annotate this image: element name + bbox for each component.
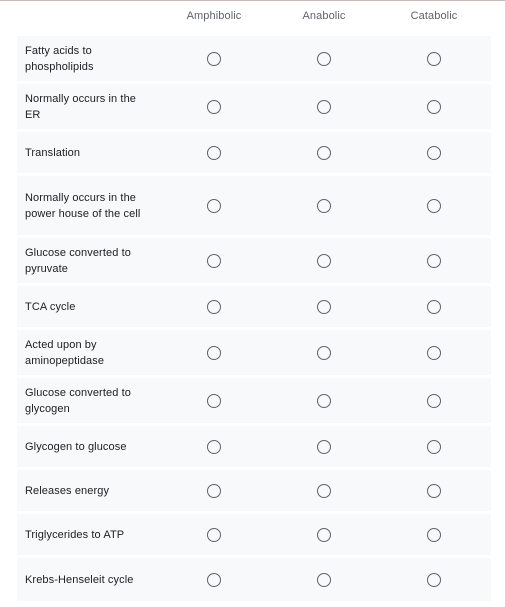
radio-grid-question: [17, 1, 491, 604]
radio-catabolic[interactable]: [427, 100, 441, 114]
row-label: Releases energy: [25, 484, 110, 497]
radio-catabolic[interactable]: [427, 484, 441, 498]
grid-row: [17, 470, 491, 511]
grid-row: [17, 330, 491, 375]
radio-catabolic[interactable]: [427, 254, 441, 268]
grid-row: [17, 558, 491, 601]
grid-row: [17, 238, 491, 283]
grid-row: [17, 132, 491, 173]
row-label: Normally occurs in the power house of the cell: [25, 191, 141, 220]
radio-amphibolic[interactable]: [207, 346, 221, 360]
row-label: Fatty acids to phospholipids: [25, 44, 94, 73]
radio-amphibolic[interactable]: [207, 199, 221, 213]
row-label: TCA cycle: [25, 300, 76, 313]
column-header-catabolic: Catabolic: [410, 10, 458, 22]
radio-anabolic[interactable]: [317, 484, 331, 498]
radio-catabolic[interactable]: [427, 300, 441, 314]
radio-anabolic[interactable]: [317, 440, 331, 454]
radio-catabolic[interactable]: [427, 52, 441, 66]
grid-row: [17, 286, 491, 327]
grid-row: [17, 176, 491, 235]
radio-anabolic[interactable]: [317, 346, 331, 360]
radio-amphibolic[interactable]: [207, 573, 221, 587]
row-label: Normally occurs in the ER: [25, 92, 137, 121]
radio-catabolic[interactable]: [427, 528, 441, 542]
row-label: Triglycerides to ATP: [25, 528, 125, 541]
radio-amphibolic[interactable]: [207, 100, 221, 114]
grid-header: [17, 1, 491, 36]
radio-amphibolic[interactable]: [207, 300, 221, 314]
radio-catabolic[interactable]: [427, 573, 441, 587]
radio-catabolic[interactable]: [427, 394, 441, 408]
radio-anabolic[interactable]: [317, 254, 331, 268]
radio-amphibolic[interactable]: [207, 52, 221, 66]
row-label: Acted upon by aminopeptidase: [25, 338, 105, 367]
radio-anabolic[interactable]: [317, 300, 331, 314]
row-label: Glucose converted to glycogen: [25, 386, 131, 415]
radio-amphibolic[interactable]: [207, 528, 221, 542]
radio-amphibolic[interactable]: [207, 484, 221, 498]
radio-anabolic[interactable]: [317, 146, 331, 160]
row-label: Krebs-Henseleit cycle: [25, 573, 134, 586]
column-header-anabolic: Anabolic: [302, 10, 346, 22]
grid-row: [17, 378, 491, 423]
radio-anabolic[interactable]: [317, 528, 331, 542]
radio-catabolic[interactable]: [427, 440, 441, 454]
radio-amphibolic[interactable]: [207, 394, 221, 408]
radio-amphibolic[interactable]: [207, 440, 221, 454]
grid-row: [17, 514, 491, 555]
grid-row: [17, 36, 491, 81]
grid-row: [17, 426, 491, 467]
column-header-amphibolic: Amphibolic: [186, 10, 242, 22]
radio-anabolic[interactable]: [317, 573, 331, 587]
radio-anabolic[interactable]: [317, 199, 331, 213]
radio-catabolic[interactable]: [427, 346, 441, 360]
row-label: Translation: [25, 146, 81, 159]
radio-anabolic[interactable]: [317, 52, 331, 66]
radio-catabolic[interactable]: [427, 146, 441, 160]
radio-anabolic[interactable]: [317, 100, 331, 114]
grid-row: [17, 84, 491, 129]
radio-catabolic[interactable]: [427, 199, 441, 213]
radio-anabolic[interactable]: [317, 394, 331, 408]
row-label: Glycogen to glucose: [25, 440, 127, 453]
radio-amphibolic[interactable]: [207, 254, 221, 268]
row-label: Glucose converted to pyruvate: [25, 246, 131, 275]
radio-amphibolic[interactable]: [207, 146, 221, 160]
